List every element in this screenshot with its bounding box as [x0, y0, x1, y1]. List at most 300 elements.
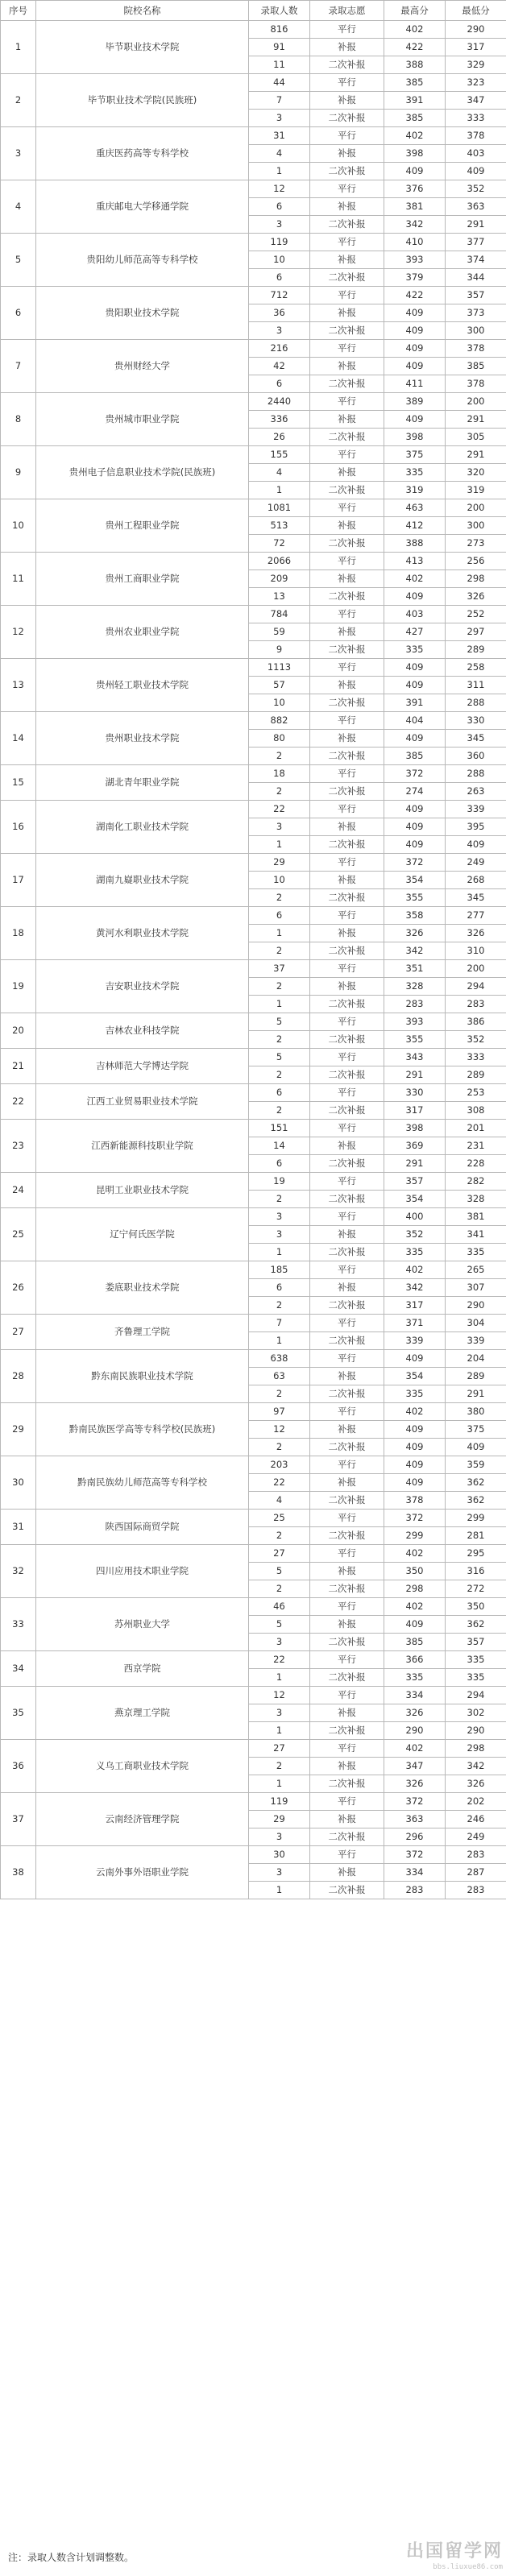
max-score-cell: 402 — [384, 570, 446, 588]
min-score-cell: 311 — [446, 677, 506, 694]
school-name-cell: 贵州电子信息职业技术学院(民族班) — [36, 446, 249, 499]
table-row — [1, 801, 506, 818]
admitted-count-cell: 57 — [249, 677, 310, 694]
admitted-count-cell: 3 — [249, 818, 310, 836]
max-score-cell: 388 — [384, 56, 446, 74]
admitted-count-cell: 2 — [249, 1580, 310, 1598]
admitted-count-cell: 7 — [249, 1315, 310, 1332]
admitted-count-cell: 97 — [249, 1403, 310, 1421]
application-round-cell: 补报 — [310, 39, 384, 56]
header-max-score: 最高分 — [384, 1, 446, 21]
admitted-count-cell: 2 — [249, 942, 310, 960]
admitted-count-cell: 784 — [249, 606, 310, 623]
min-score-cell: 283 — [446, 1882, 506, 1899]
min-score-cell: 363 — [446, 198, 506, 216]
admitted-count-cell: 19 — [249, 1173, 310, 1191]
max-score-cell: 400 — [384, 1208, 446, 1226]
max-score-cell: 409 — [384, 411, 446, 429]
min-score-cell: 357 — [446, 1634, 506, 1651]
school-name-cell: 昆明工业职业技术学院 — [36, 1173, 249, 1208]
admitted-count-cell: 2 — [249, 1439, 310, 1456]
max-score-cell: 354 — [384, 1368, 446, 1385]
min-score-cell: 380 — [446, 1403, 506, 1421]
school-name-cell: 黄河水利职业技术学院 — [36, 907, 249, 960]
max-score-cell: 319 — [384, 482, 446, 499]
min-score-cell: 352 — [446, 1031, 506, 1049]
max-score-cell: 330 — [384, 1084, 446, 1102]
table-row — [1, 127, 506, 145]
table-row — [1, 1350, 506, 1368]
serial-cell: 21 — [1, 1049, 36, 1084]
table-row — [1, 180, 506, 198]
application-round-cell: 二次补报 — [310, 322, 384, 340]
max-score-cell: 358 — [384, 907, 446, 925]
application-round-cell: 二次补报 — [310, 748, 384, 765]
application-round-cell: 平行 — [310, 446, 384, 464]
serial-cell: 22 — [1, 1084, 36, 1120]
max-score-cell: 393 — [384, 1013, 446, 1031]
min-score-cell: 249 — [446, 854, 506, 872]
application-round-cell: 二次补报 — [310, 1102, 384, 1120]
table-row — [1, 659, 506, 677]
admitted-count-cell: 59 — [249, 623, 310, 641]
min-score-cell: 344 — [446, 269, 506, 287]
min-score-cell: 317 — [446, 39, 506, 56]
max-score-cell: 409 — [384, 358, 446, 375]
admitted-count-cell: 25 — [249, 1510, 310, 1527]
max-score-cell: 409 — [384, 836, 446, 854]
min-score-cell: 375 — [446, 1421, 506, 1439]
school-name-cell: 四川应用技术职业学院 — [36, 1545, 249, 1598]
application-round-cell: 二次补报 — [310, 783, 384, 801]
max-score-cell: 290 — [384, 1722, 446, 1740]
max-score-cell: 411 — [384, 375, 446, 393]
application-round-cell: 二次补报 — [310, 836, 384, 854]
min-score-cell: 328 — [446, 1191, 506, 1208]
max-score-cell: 409 — [384, 1350, 446, 1368]
min-score-cell: 298 — [446, 570, 506, 588]
application-round-cell: 补报 — [310, 677, 384, 694]
table-row — [1, 1740, 506, 1758]
application-round-cell: 二次补报 — [310, 1828, 384, 1846]
min-score-cell: 335 — [446, 1669, 506, 1687]
max-score-cell: 402 — [384, 1403, 446, 1421]
max-score-cell: 463 — [384, 499, 446, 517]
min-score-cell: 299 — [446, 1510, 506, 1527]
application-round-cell: 补报 — [310, 570, 384, 588]
serial-cell: 12 — [1, 606, 36, 659]
table-row — [1, 1049, 506, 1066]
min-score-cell: 335 — [446, 1244, 506, 1261]
application-round-cell: 二次补报 — [310, 269, 384, 287]
min-score-cell: 378 — [446, 340, 506, 358]
application-round-cell: 平行 — [310, 907, 384, 925]
min-score-cell: 362 — [446, 1474, 506, 1492]
application-round-cell: 平行 — [310, 1013, 384, 1031]
min-score-cell: 290 — [446, 1297, 506, 1315]
max-score-cell: 342 — [384, 216, 446, 234]
admitted-count-cell: 816 — [249, 21, 310, 39]
max-score-cell: 398 — [384, 145, 446, 163]
min-score-cell: 333 — [446, 110, 506, 127]
serial-cell: 14 — [1, 712, 36, 765]
table-row — [1, 393, 506, 411]
admitted-count-cell: 638 — [249, 1350, 310, 1368]
max-score-cell: 412 — [384, 517, 446, 535]
application-round-cell: 平行 — [310, 1456, 384, 1474]
admitted-count-cell: 2 — [249, 889, 310, 907]
serial-cell: 11 — [1, 553, 36, 606]
admitted-count-cell: 91 — [249, 39, 310, 56]
max-score-cell: 409 — [384, 677, 446, 694]
min-score-cell: 300 — [446, 517, 506, 535]
header-serial: 序号 — [1, 1, 36, 21]
admitted-count-cell: 203 — [249, 1456, 310, 1474]
school-name-cell: 贵阳职业技术学院 — [36, 287, 249, 340]
application-round-cell: 二次补报 — [310, 1244, 384, 1261]
min-score-cell: 381 — [446, 1208, 506, 1226]
application-round-cell: 平行 — [310, 659, 384, 677]
admitted-count-cell: 2440 — [249, 393, 310, 411]
application-round-cell: 二次补报 — [310, 56, 384, 74]
admitted-count-cell: 2 — [249, 1758, 310, 1775]
max-score-cell: 357 — [384, 1173, 446, 1191]
max-score-cell: 299 — [384, 1527, 446, 1545]
school-name-cell: 重庆医药高等专科学校 — [36, 127, 249, 180]
header-min-score: 最低分 — [446, 1, 506, 21]
application-round-cell: 二次补报 — [310, 996, 384, 1013]
application-round-cell: 二次补报 — [310, 942, 384, 960]
max-score-cell: 402 — [384, 1740, 446, 1758]
max-score-cell: 389 — [384, 393, 446, 411]
table-row — [1, 1403, 506, 1421]
max-score-cell: 376 — [384, 180, 446, 198]
school-name-cell: 云南外事外语职业学院 — [36, 1846, 249, 1899]
max-score-cell: 296 — [384, 1828, 446, 1846]
header-admitted-count: 录取人数 — [249, 1, 310, 21]
serial-cell: 36 — [1, 1740, 36, 1793]
application-round-cell: 二次补报 — [310, 1191, 384, 1208]
max-score-cell: 409 — [384, 304, 446, 322]
admitted-count-cell: 1081 — [249, 499, 310, 517]
application-round-cell: 二次补报 — [310, 1066, 384, 1084]
min-score-cell: 335 — [446, 1651, 506, 1669]
min-score-cell: 287 — [446, 1864, 506, 1882]
header-school-name: 院校名称 — [36, 1, 249, 21]
admitted-count-cell: 2 — [249, 1031, 310, 1049]
serial-cell: 6 — [1, 287, 36, 340]
max-score-cell: 317 — [384, 1102, 446, 1120]
admitted-count-cell: 6 — [249, 198, 310, 216]
min-score-cell: 377 — [446, 234, 506, 251]
max-score-cell: 409 — [384, 818, 446, 836]
school-name-cell: 贵州职业技术学院 — [36, 712, 249, 765]
min-score-cell: 386 — [446, 1013, 506, 1031]
admitted-count-cell: 6 — [249, 1279, 310, 1297]
application-round-cell: 补报 — [310, 464, 384, 482]
serial-cell: 33 — [1, 1598, 36, 1651]
application-round-cell: 平行 — [310, 1120, 384, 1137]
min-score-cell: 295 — [446, 1545, 506, 1563]
application-round-cell: 二次补报 — [310, 1439, 384, 1456]
admitted-count-cell: 6 — [249, 1155, 310, 1173]
application-round-cell: 补报 — [310, 1421, 384, 1439]
max-score-cell: 328 — [384, 978, 446, 996]
application-round-cell: 二次补报 — [310, 1332, 384, 1350]
application-round-cell: 二次补报 — [310, 163, 384, 180]
serial-cell: 17 — [1, 854, 36, 907]
min-score-cell: 409 — [446, 836, 506, 854]
admitted-count-cell: 1113 — [249, 659, 310, 677]
min-score-cell: 409 — [446, 1439, 506, 1456]
school-name-cell: 黔南民族幼儿师范高等专科学校 — [36, 1456, 249, 1510]
max-score-cell: 427 — [384, 623, 446, 641]
admitted-count-cell: 3 — [249, 322, 310, 340]
application-round-cell: 补报 — [310, 1226, 384, 1244]
application-round-cell: 二次补报 — [310, 216, 384, 234]
min-score-cell: 307 — [446, 1279, 506, 1297]
admitted-count-cell: 1 — [249, 1775, 310, 1793]
max-score-cell: 413 — [384, 553, 446, 570]
serial-cell: 4 — [1, 180, 36, 234]
max-score-cell: 422 — [384, 39, 446, 56]
application-round-cell: 平行 — [310, 127, 384, 145]
application-round-cell: 平行 — [310, 801, 384, 818]
max-score-cell: 398 — [384, 429, 446, 446]
min-score-cell: 228 — [446, 1155, 506, 1173]
admitted-count-cell: 46 — [249, 1598, 310, 1616]
school-name-cell: 黔东南民族职业技术学院 — [36, 1350, 249, 1403]
admitted-count-cell: 63 — [249, 1368, 310, 1385]
admitted-count-cell: 31 — [249, 127, 310, 145]
max-score-cell: 403 — [384, 606, 446, 623]
min-score-cell: 288 — [446, 694, 506, 712]
table-row — [1, 765, 506, 783]
admitted-count-cell: 1 — [249, 836, 310, 854]
min-score-cell: 339 — [446, 801, 506, 818]
min-score-cell: 289 — [446, 1066, 506, 1084]
table-row — [1, 1120, 506, 1137]
max-score-cell: 385 — [384, 74, 446, 92]
table-row — [1, 1084, 506, 1102]
application-round-cell: 平行 — [310, 499, 384, 517]
min-score-cell: 282 — [446, 1173, 506, 1191]
application-round-cell: 二次补报 — [310, 1297, 384, 1315]
admitted-count-cell: 3 — [249, 1208, 310, 1226]
application-round-cell: 补报 — [310, 1474, 384, 1492]
serial-cell: 31 — [1, 1510, 36, 1545]
application-round-cell: 二次补报 — [310, 1669, 384, 1687]
max-score-cell: 342 — [384, 1279, 446, 1297]
max-score-cell: 409 — [384, 801, 446, 818]
admitted-count-cell: 151 — [249, 1120, 310, 1137]
admitted-count-cell: 10 — [249, 872, 310, 889]
min-score-cell: 294 — [446, 1687, 506, 1704]
max-score-cell: 366 — [384, 1651, 446, 1669]
table-row — [1, 21, 506, 39]
application-round-cell: 补报 — [310, 145, 384, 163]
max-score-cell: 369 — [384, 1137, 446, 1155]
admitted-count-cell: 5 — [249, 1049, 310, 1066]
application-round-cell: 补报 — [310, 1616, 384, 1634]
min-score-cell: 246 — [446, 1811, 506, 1828]
max-score-cell: 402 — [384, 21, 446, 39]
min-score-cell: 297 — [446, 623, 506, 641]
max-score-cell: 326 — [384, 1704, 446, 1722]
max-score-cell: 402 — [384, 1261, 446, 1279]
table-row — [1, 499, 506, 517]
serial-cell: 25 — [1, 1208, 36, 1261]
admitted-count-cell: 155 — [249, 446, 310, 464]
school-name-cell: 湖南九嶷职业技术学院 — [36, 854, 249, 907]
table-row — [1, 234, 506, 251]
min-score-cell: 272 — [446, 1580, 506, 1598]
admitted-count-cell: 14 — [249, 1137, 310, 1155]
admitted-count-cell: 9 — [249, 641, 310, 659]
admitted-count-cell: 10 — [249, 694, 310, 712]
min-score-cell: 308 — [446, 1102, 506, 1120]
min-score-cell: 347 — [446, 92, 506, 110]
admitted-count-cell: 5 — [249, 1013, 310, 1031]
footnote: 注：录取人数含计划调整数。 — [8, 2552, 135, 2563]
min-score-cell: 378 — [446, 127, 506, 145]
max-score-cell: 372 — [384, 854, 446, 872]
application-round-cell: 二次补报 — [310, 535, 384, 553]
application-round-cell: 补报 — [310, 1758, 384, 1775]
admitted-count-cell: 1 — [249, 1244, 310, 1261]
admitted-count-cell: 185 — [249, 1261, 310, 1279]
serial-cell: 32 — [1, 1545, 36, 1598]
serial-cell: 3 — [1, 127, 36, 180]
min-score-cell: 273 — [446, 535, 506, 553]
school-name-cell: 毕节职业技术学院 — [36, 21, 249, 74]
max-score-cell: 409 — [384, 322, 446, 340]
application-round-cell: 平行 — [310, 1173, 384, 1191]
school-name-cell: 燕京理工学院 — [36, 1687, 249, 1740]
min-score-cell: 373 — [446, 304, 506, 322]
max-score-cell: 404 — [384, 712, 446, 730]
min-score-cell: 256 — [446, 553, 506, 570]
watermark — [382, 2539, 503, 2574]
admitted-count-cell: 29 — [249, 1811, 310, 1828]
admitted-count-cell: 42 — [249, 358, 310, 375]
school-name-cell: 贵州工程职业学院 — [36, 499, 249, 553]
admitted-count-cell: 7 — [249, 92, 310, 110]
max-score-cell: 402 — [384, 127, 446, 145]
application-round-cell: 平行 — [310, 1651, 384, 1669]
max-score-cell: 326 — [384, 925, 446, 942]
application-round-cell: 平行 — [310, 1084, 384, 1102]
max-score-cell: 372 — [384, 1793, 446, 1811]
min-score-cell: 304 — [446, 1315, 506, 1332]
application-round-cell: 二次补报 — [310, 1527, 384, 1545]
application-round-cell: 二次补报 — [310, 1634, 384, 1651]
application-round-cell: 补报 — [310, 925, 384, 942]
min-score-cell: 263 — [446, 783, 506, 801]
admitted-count-cell: 22 — [249, 1474, 310, 1492]
application-round-cell: 平行 — [310, 765, 384, 783]
min-score-cell: 265 — [446, 1261, 506, 1279]
admitted-count-cell: 4 — [249, 464, 310, 482]
serial-cell: 2 — [1, 74, 36, 127]
application-round-cell: 补报 — [310, 517, 384, 535]
admitted-count-cell: 18 — [249, 765, 310, 783]
max-score-cell: 409 — [384, 1474, 446, 1492]
admitted-count-cell: 11 — [249, 56, 310, 74]
application-round-cell: 平行 — [310, 606, 384, 623]
serial-cell: 27 — [1, 1315, 36, 1350]
application-round-cell: 平行 — [310, 1403, 384, 1421]
min-score-cell: 362 — [446, 1492, 506, 1510]
admitted-count-cell: 2 — [249, 1102, 310, 1120]
admitted-count-cell: 2 — [249, 783, 310, 801]
application-round-cell: 二次补报 — [310, 1031, 384, 1049]
application-round-cell: 平行 — [310, 1598, 384, 1616]
max-score-cell: 274 — [384, 783, 446, 801]
application-round-cell: 平行 — [310, 1740, 384, 1758]
application-round-cell: 补报 — [310, 1864, 384, 1882]
application-round-cell: 平行 — [310, 1846, 384, 1864]
max-score-cell: 409 — [384, 163, 446, 180]
table-row — [1, 1261, 506, 1279]
watermark-url: bbs.liuxue86.com — [433, 2563, 503, 2571]
max-score-cell: 379 — [384, 269, 446, 287]
min-score-cell: 291 — [446, 1385, 506, 1403]
min-score-cell: 374 — [446, 251, 506, 269]
school-name-cell: 义乌工商职业技术学院 — [36, 1740, 249, 1793]
max-score-cell: 372 — [384, 1510, 446, 1527]
serial-cell: 5 — [1, 234, 36, 287]
application-round-cell: 补报 — [310, 730, 384, 748]
serial-cell: 38 — [1, 1846, 36, 1899]
max-score-cell: 335 — [384, 641, 446, 659]
max-score-cell: 334 — [384, 1864, 446, 1882]
max-score-cell: 409 — [384, 340, 446, 358]
max-score-cell: 391 — [384, 92, 446, 110]
min-score-cell: 294 — [446, 978, 506, 996]
admitted-count-cell: 513 — [249, 517, 310, 535]
min-score-cell: 339 — [446, 1332, 506, 1350]
application-round-cell: 补报 — [310, 304, 384, 322]
application-round-cell: 二次补报 — [310, 1155, 384, 1173]
min-score-cell: 333 — [446, 1049, 506, 1066]
school-name-cell: 贵州农业职业学院 — [36, 606, 249, 659]
min-score-cell: 345 — [446, 889, 506, 907]
admitted-count-cell: 27 — [249, 1740, 310, 1758]
min-score-cell: 298 — [446, 1740, 506, 1758]
serial-cell: 7 — [1, 340, 36, 393]
application-round-cell: 补报 — [310, 1368, 384, 1385]
school-name-cell: 湖南化工职业技术学院 — [36, 801, 249, 854]
max-score-cell: 317 — [384, 1297, 446, 1315]
serial-cell: 13 — [1, 659, 36, 712]
application-round-cell: 平行 — [310, 340, 384, 358]
admitted-count-cell: 30 — [249, 1846, 310, 1864]
application-round-cell: 平行 — [310, 1510, 384, 1527]
min-score-cell: 291 — [446, 411, 506, 429]
table-row — [1, 74, 506, 92]
min-score-cell: 200 — [446, 499, 506, 517]
admitted-count-cell: 2 — [249, 1527, 310, 1545]
min-score-cell: 201 — [446, 1120, 506, 1137]
admitted-count-cell: 29 — [249, 854, 310, 872]
min-score-cell: 326 — [446, 588, 506, 606]
application-round-cell: 二次补报 — [310, 1775, 384, 1793]
school-name-cell: 齐鲁理工学院 — [36, 1315, 249, 1350]
admitted-count-cell: 1 — [249, 925, 310, 942]
table-row — [1, 1208, 506, 1226]
admitted-count-cell: 4 — [249, 145, 310, 163]
